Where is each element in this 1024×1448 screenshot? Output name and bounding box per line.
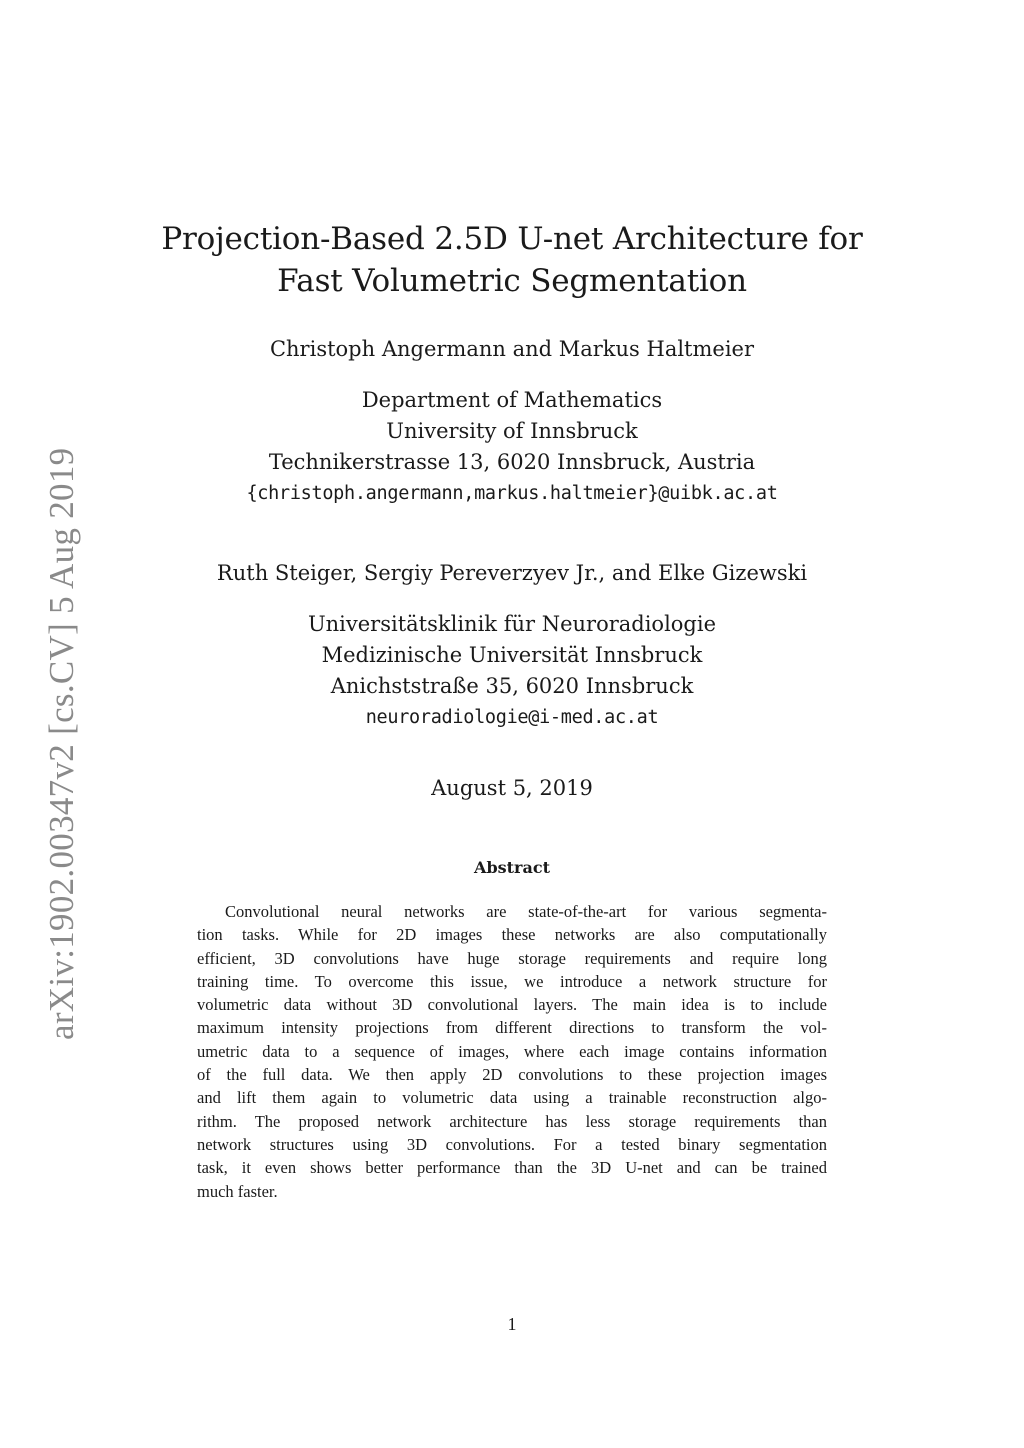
abstract-line: of the full data. We then apply 2D convolutions to these projection images	[197, 1065, 827, 1085]
abstract-heading: Abstract	[474, 858, 550, 877]
arxiv-side-stamp: arXiv:1902.00347v2 [cs.CV] 5 Aug 2019	[42, 447, 81, 1040]
affiliation-address: Technikerstrasse 13, 6020 Innsbruck, Austria	[268, 450, 756, 474]
abstract-line: rithm. The proposed network architecture has less storage requirements than	[197, 1111, 827, 1131]
affiliation-address: Anichststraße 35, 6020 Innsbruck	[330, 674, 694, 698]
affiliation-university: University of Innsbruck	[386, 419, 638, 443]
author-list-1: Christoph Angermann and Markus Haltmeier	[269, 337, 755, 361]
affiliation-clinic: Universitätsklinik für Neuroradiologie	[307, 612, 717, 636]
affiliation-department: Department of Mathematics	[361, 388, 663, 412]
abstract-line: volumetric data without 3D convolutional layers. The main idea is to include	[197, 995, 827, 1015]
abstract-line: Convolutional neural networks are state-of-the-art for various segmenta-	[225, 902, 827, 921]
abstract-line: task, it even shows better performance than the 3D U-net and can be trained	[197, 1158, 827, 1178]
abstract-line: and lift them again to volumetric data using a trainable reconstruction algo-	[197, 1088, 827, 1108]
abstract-line: network structures using 3D convolutions. For a tested binary segmentation	[197, 1134, 827, 1154]
abstract-line: efficient, 3D convolutions have huge storage requirements and require long	[197, 948, 827, 968]
affiliation-email: neuroradiologie@i-med.ac.at	[365, 707, 659, 728]
author-list-2: Ruth Steiger, Sergiy Pereverzyev Jr., and Elke Gizewski	[216, 561, 808, 585]
abstract-line: maximum intensity projections from different directions to transform the vol-	[197, 1018, 827, 1038]
paper-date: August 5, 2019	[431, 776, 593, 800]
abstract-line: much faster.	[197, 1181, 278, 1201]
affiliation-block-2	[0, 609, 1024, 733]
abstract-body	[197, 900, 827, 1203]
abstract-line: training time. To overcome this issue, we introduce a network structure for	[197, 971, 827, 991]
abstract-line: tion tasks. While for 2D images these networks are also computationally	[197, 925, 827, 945]
title-line-2: Fast Volumetric Segmentation	[277, 263, 747, 299]
affiliation-university: Medizinische Universität Innsbruck	[321, 643, 703, 667]
affiliation-block-1	[0, 385, 1024, 509]
page-number: 1	[507, 1314, 517, 1334]
paper-title	[0, 218, 1024, 302]
title-line-1: Projection-Based 2.5D U-net Architecture for	[161, 221, 863, 257]
abstract-line: umetric data to a sequence of images, where each image contains information	[197, 1041, 827, 1061]
affiliation-email: {christoph.angermann,markus.haltmeier}@uibk.ac.at	[246, 483, 778, 504]
